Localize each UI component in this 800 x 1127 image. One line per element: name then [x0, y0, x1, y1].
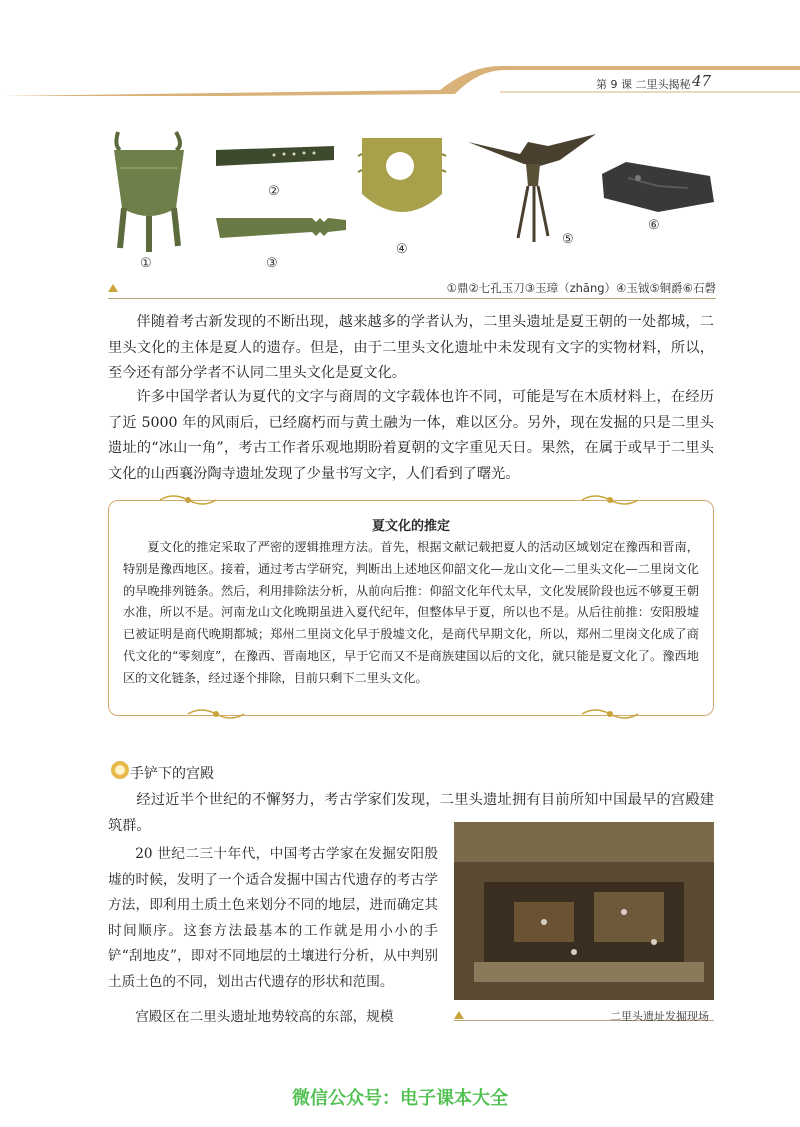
info-box-body: 夏文化的推定采取了严密的逻辑推理方法。首先，根据文献记载把夏人的活动区域划定在豫西和晋南，特别是豫西地区。接着，通过考古学研究，判断出上述地区仰韶文化—龙山文化—二里头文化—二里岗文化的早晚排列链条。然后，利用排除法分析，从前向后推：仰韶文化年代太早，文化发展阶段也远不够夏王朝水准，所以不是。河南龙山文化晚期虽进入夏代纪年，但整体早于夏，所以也不是。从后往前推：安阳殷墟已被证明是商代晚期都城；郑州二里岗文化早于殷墟文化，是商代早期文化，所以，郑州二里岗文化成了商代文化的“零刻度”，在豫西、晋南地区，早于它而又不是商族建国以后的文化，就只能是夏文化了。豫西地区的文化链条，经过逐个排除，目前只剩下二里头文化。 — [123, 540, 699, 685]
paragraph-2: 许多中国学者认为夏代的文字与商周的文字载体也许不同，可能是写在木质材料上，在经历了近 5000 年的风雨后，已经腐朽而与黄土融为一体，难以区分。另外，现在发掘的只是二里头遗址的“冰山一角”，考古工作者乐观地期盼着夏朝的文字重见天日。果然，在属于或早于二里头文化的山西襄汾陶寺遗址发现了少量书写文字，人们看到了曙光。 — [108, 389, 714, 482]
jade-knife-image — [216, 146, 334, 168]
watermark: 微信公众号：电子课本大全 — [292, 1088, 508, 1109]
info-box — [108, 500, 714, 716]
ornament-bottom-right-icon — [580, 706, 640, 722]
section-last-line: 宫殿区在二里头遗址地势较高的东部，规模 — [135, 1009, 394, 1025]
photo-caption-triangle-icon — [454, 1011, 464, 1019]
artifact-number-2: ② — [268, 184, 280, 199]
section-intro: 经过近半个世纪的不懈努力，考古学家们发现，二里头遗址拥有目前所知中国最早的宫殿建筑群。 — [108, 792, 714, 834]
paragraph-1: 伴随着考古新发现的不断出现，越来越多的学者认为，二里头遗址是夏王朝的一处都城，二里头文化的主体是夏人的遗存。但是，由于二里头文化遗址中未发现有文字的实物材料，所以，至今还有部分学者不认同二里头文化是夏文化。 — [108, 314, 714, 381]
photo-caption: 二里头遗址发掘现场 — [610, 1010, 709, 1023]
artifact-number-3: ③ — [266, 256, 278, 271]
page-number: 47 — [692, 72, 712, 90]
info-box-title: 夏文化的推定 — [371, 519, 450, 534]
artifact-number-1: ① — [140, 256, 152, 271]
excavation-photo — [454, 822, 714, 1000]
ding-cauldron-image — [106, 128, 192, 252]
section-title: 手铲下的宫殿 — [130, 766, 214, 782]
jade-yue-image — [356, 134, 448, 226]
jade-zhang-image — [216, 216, 346, 240]
section-badge-icon — [110, 760, 130, 780]
ornament-top-left-icon — [158, 492, 218, 508]
ornament-bottom-left-icon — [186, 706, 246, 722]
section-method: 20 世纪二三十年代，中国考古学家在发掘安阳殷墟的时候，发明了一个适合发掘中国古代遗存的考古学方法，即利用土质土色来划分不同的地层，进而确定其时间顺序。这套方法最基本的工作就是用小小的手铲“刮地皮”，即对不同地层的土壤进行分析，从中判别土质土色的不同，划出古代遗存的形状和范围。 — [108, 846, 438, 990]
ornament-top-right-icon — [580, 492, 640, 508]
artifact-number-4: ④ — [396, 242, 408, 257]
header-lesson: 第 9 课 二里头揭秘 — [596, 78, 691, 91]
artifact-number-6: ⑥ — [648, 218, 660, 233]
artifact-caption: ①鼎②七孔玉刀③玉璋（zhāng）④玉钺⑤铜爵⑥石磬 — [446, 281, 716, 295]
artifact-figure — [100, 118, 720, 278]
bronze-jue-image — [468, 134, 596, 244]
artifact-number-5: ⑤ — [562, 232, 574, 247]
stone-qing-image — [598, 158, 716, 216]
